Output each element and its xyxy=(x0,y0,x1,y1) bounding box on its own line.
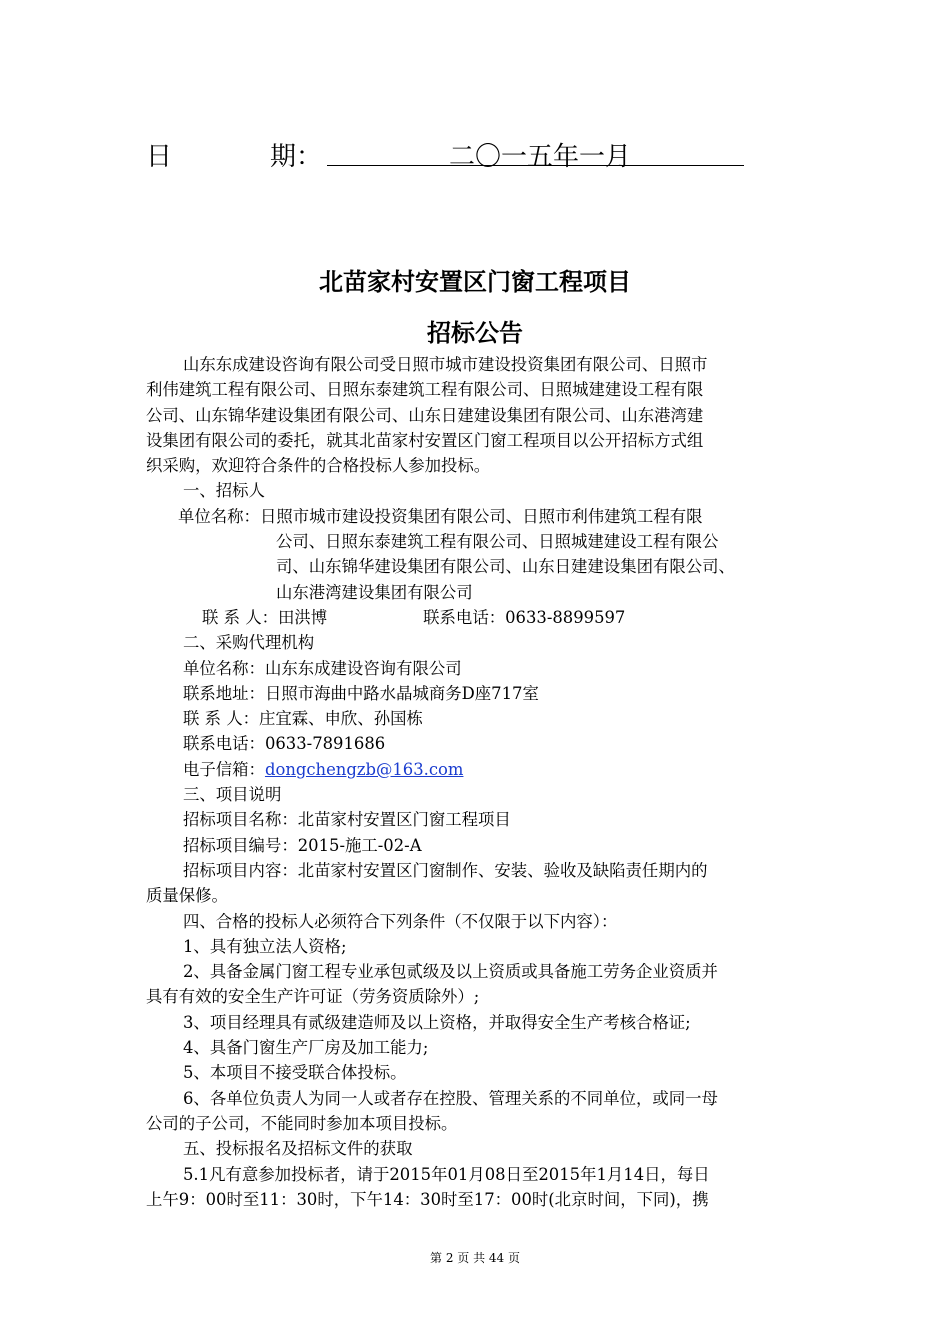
requirement-item: 具有有效的安全生产许可证（劳务资质除外）; xyxy=(146,987,480,1007)
project-name: 招标项目名称：北苗家村安置区门窗工程项目 xyxy=(183,810,511,830)
registration-text: 上午9：00时至11：30时，下午14：30时至17：00时(北京时间，下同)，携 xyxy=(146,1189,709,1209)
project-content: 招标项目内容：北苗家村安置区门窗制作、安装、验收及缺陷责任期内的 xyxy=(183,860,708,880)
tenderer-unit-label: 单位名称： xyxy=(178,506,260,526)
agency-unit: 单位名称：山东东成建设咨询有限公司 xyxy=(183,658,462,678)
section-heading: 一、招标人 xyxy=(183,481,265,501)
section-heading: 二、采购代理机构 xyxy=(183,633,315,653)
requirement-item: 4、具备门窗生产厂房及加工能力; xyxy=(183,1038,429,1058)
document-body xyxy=(146,352,806,1212)
date-label-b: 期： xyxy=(270,142,323,172)
tenderer-unit-line: 司、山东锦华建设集团有限公司、山东日建建设集团有限公司、 xyxy=(276,557,735,577)
registration-text: 5.1凡有意参加投标者，请于2015年01月08日至2015年1月14日，每日 xyxy=(183,1164,710,1184)
project-content: 质量保修。 xyxy=(146,886,228,906)
tenderer-contact-person: 联 系 人：田洪博 xyxy=(202,607,328,627)
requirement-item: 2、具备金属门窗工程专业承包贰级及以上资质或具备施工劳务企业资质并 xyxy=(183,962,718,982)
project-code: 招标项目编号：2015-施工-02-A xyxy=(183,835,422,855)
requirement-item: 5、本项目不接受联合体投标。 xyxy=(183,1063,407,1083)
requirement-item: 1、具有独立法人资格; xyxy=(183,936,347,956)
page-footer: 第 2 页 共 44 页 xyxy=(430,1251,520,1265)
intro-line: 山东东成建设咨询有限公司受日照市城市建设投资集团有限公司、日照市 xyxy=(183,355,708,374)
intro-line: 利伟建筑工程有限公司、日照东泰建筑工程有限公司、日照城建建设工程有限 xyxy=(146,380,704,400)
tenderer-unit-line: 公司、日照东泰建筑工程有限公司、日照城建建设工程有限公 xyxy=(276,532,719,552)
requirement-item: 公司的子公司，不能同时参加本项目投标。 xyxy=(146,1113,458,1133)
requirement-item: 6、各单位负责人为同一人或者存在控股、管理关系的不同单位，或同一母 xyxy=(183,1088,718,1108)
tenderer-unit-line: 日照市城市建设投资集团有限公司、日照市利伟建筑工程有限 xyxy=(259,506,703,526)
intro-line: 织采购，欢迎符合条件的合格投标人参加投标。 xyxy=(146,456,491,476)
intro-line: 公司、山东锦华建设集团有限公司、山东日建建设集团有限公司、山东港湾建 xyxy=(146,405,704,425)
agency-address: 联系地址：日照市海曲中路水晶城商务D座717室 xyxy=(183,683,539,703)
tenderer-phone: 联系电话：0633-8899597 xyxy=(423,607,626,627)
section-heading: 五、投标报名及招标文件的获取 xyxy=(183,1139,413,1159)
section-heading: 四、合格的投标人必须符合下列条件（不仅限于以下内容）： xyxy=(183,911,618,931)
date-label xyxy=(146,136,322,173)
tenderer-unit xyxy=(146,504,806,529)
document-subtitle: 招标公告 xyxy=(427,319,523,347)
requirement-item: 3、项目经理具有贰级建造师及以上资格，并取得安全生产考核合格证; xyxy=(183,1012,691,1032)
tenderer-unit-line: 山东港湾建设集团有限公司 xyxy=(276,582,473,602)
date-label-a: 日 xyxy=(146,142,173,172)
tenderer-contact xyxy=(146,605,806,630)
intro-line: 设集团有限公司的委托，就其北苗家村安置区门窗工程项目以公开招标方式组 xyxy=(146,430,704,450)
agency-email xyxy=(146,757,806,782)
document-title: 北苗家村安置区门窗工程项目 xyxy=(319,268,631,296)
section-heading: 三、项目说明 xyxy=(183,785,282,805)
email-link[interactable]: dongchengzb@163.com xyxy=(264,759,464,779)
agency-phone: 联系电话：0633-7891686 xyxy=(183,734,386,754)
agency-contact: 联 系 人：庄宜霖、申欣、孙国栋 xyxy=(183,709,423,729)
agency-email-label: 电子信箱： xyxy=(183,759,265,779)
date-value: 二〇一五年一月 xyxy=(327,136,744,166)
